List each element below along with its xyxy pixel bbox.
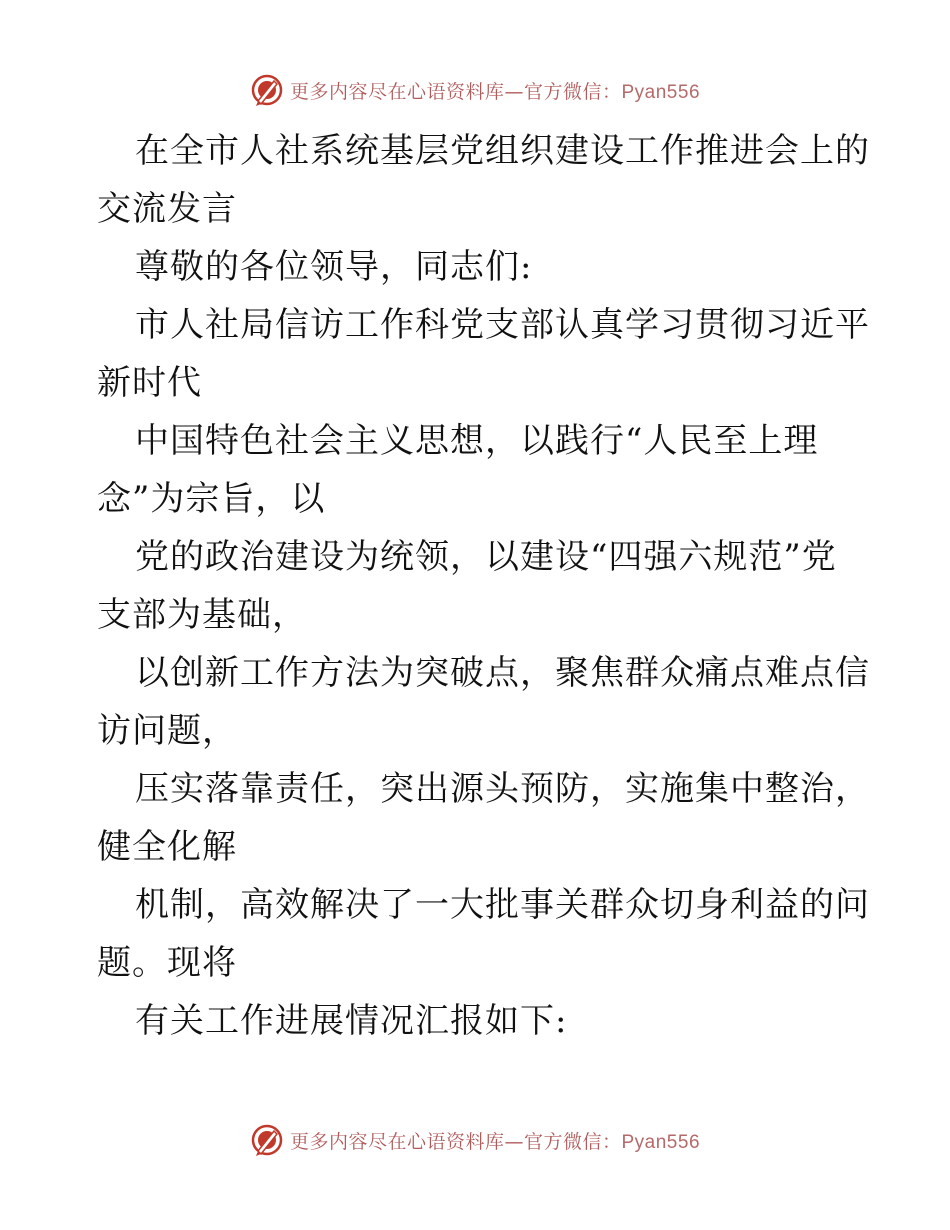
header-banner-text [290, 77, 700, 104]
paragraph-line: 新时代 [97, 363, 202, 403]
paragraph-line: 市人社局信访工作科党支部认真学习贯彻习近平 [135, 305, 870, 345]
paragraph-line: 念”为宗旨，以 [97, 479, 326, 519]
paragraph-line: 交流发言 [97, 189, 237, 229]
paragraph-line: 尊敬的各位领导，同志们: [135, 247, 533, 287]
paragraph-line: 题。现将 [97, 943, 237, 983]
footer-banner [0, 1120, 950, 1160]
paragraph-line: 中国特色社会主义思想，以践行“人民至上理 [135, 421, 819, 461]
header-banner [0, 70, 950, 110]
paragraph-line: 以创新工作方法为突破点，聚焦群众痛点难点信 [135, 653, 870, 693]
paragraph-line: 有关工作进展情况汇报如下: [135, 1001, 568, 1041]
header-wechat-id: Pyan556 [621, 81, 701, 103]
footer-banner-text [290, 1127, 700, 1154]
paragraph-line: 党的政治建设为统领，以建设“四强六规范”党 [135, 537, 837, 577]
paragraph-line: 机制，高效解决了一大批事关群众切身利益的问 [135, 885, 870, 925]
paragraph-line: 支部为基础， [97, 595, 307, 635]
paragraph-line: 访问题， [97, 711, 237, 751]
pen-seal-logo-icon [250, 1123, 284, 1157]
header-banner-label: 更多内容尽在心语资料库—官方微信： [289, 80, 622, 103]
paragraph-line: 健全化解 [97, 827, 237, 867]
pen-seal-logo-icon [250, 73, 284, 107]
paragraph-line: 在全市人社系统基层党组织建设工作推进会上的 [135, 131, 870, 171]
footer-banner-label: 更多内容尽在心语资料库—官方微信： [289, 1130, 622, 1153]
paragraph-line: 压实落靠责任，突出源头预防，实施集中整治， [135, 769, 870, 809]
document-body [97, 122, 870, 1050]
footer-wechat-id: Pyan556 [621, 1131, 701, 1153]
